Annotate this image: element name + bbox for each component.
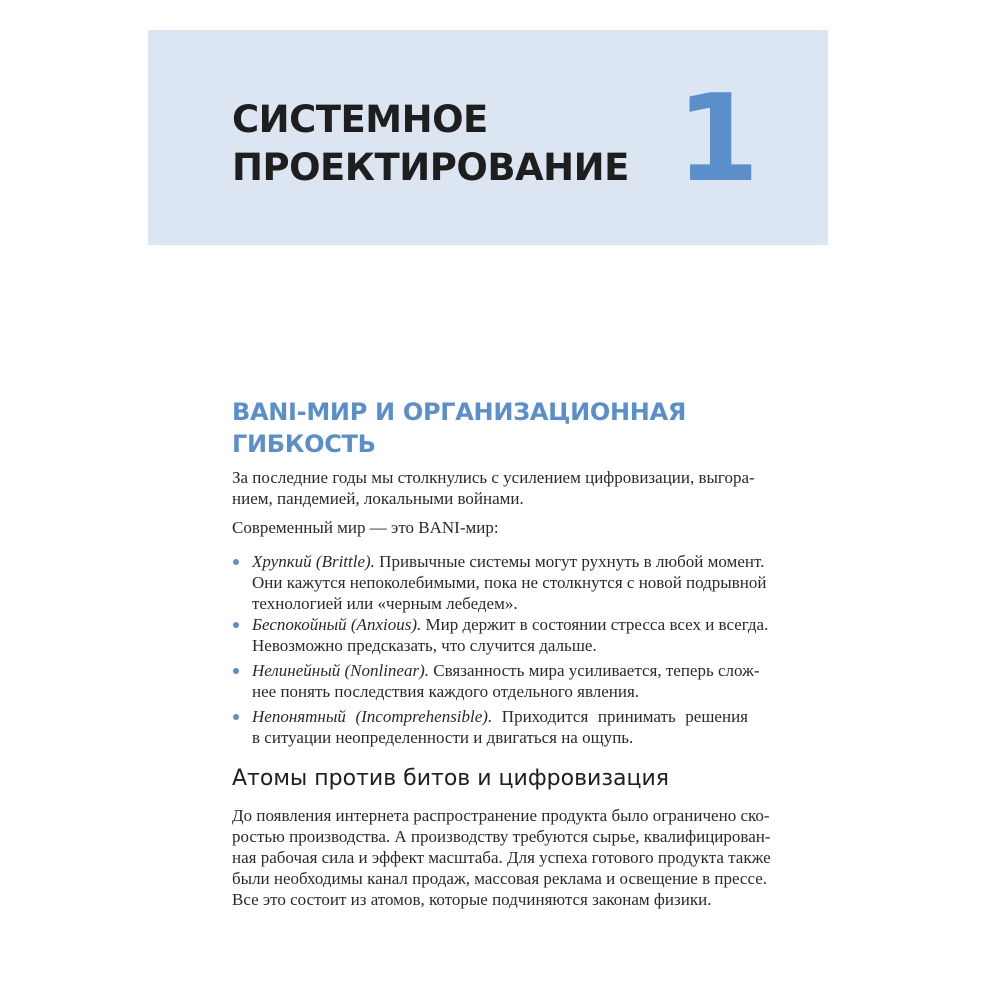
text-line: Они кажутся непоколебимыми, пока не столкнутся с новой подрывной (252, 573, 767, 592)
bullet-icon (233, 622, 239, 628)
body-paragraph (232, 805, 771, 910)
text-line: ная рабочая сила и эффект масштаба. Для успеха готового продукта также (232, 848, 771, 867)
text-line: были необходимы канал продаж, массовая реклама и освещение в прессе. (232, 869, 768, 888)
bullet-term: Беспокойный (Anxious). (252, 615, 422, 634)
subsection-heading: Атомы против битов и цифровизация (232, 766, 670, 791)
section-heading-line: ГИБКОСТЬ (232, 430, 376, 458)
lead-paragraph (232, 517, 748, 538)
list-item (232, 660, 760, 702)
text-line: Связанность мира усиливается, теперь слож- (429, 661, 760, 680)
list-item (232, 614, 769, 656)
intro-paragraph (232, 467, 755, 509)
section-heading (232, 396, 686, 460)
list-item (232, 706, 748, 748)
text-line: нее понять последствия каждого отдельного явления. (252, 682, 640, 701)
text-line: Все это состоит из атомов, которые подчиняются законам физики. (232, 890, 712, 909)
chapter-header-band (148, 30, 828, 245)
bullet-icon (233, 559, 239, 565)
text-line: Привычные системы могут рухнуть в любой момент. (374, 552, 765, 571)
list-item (232, 551, 767, 614)
text-line: За последние годы мы столкнулись с усилением цифровизации, выгора- (232, 468, 755, 487)
bullet-term: Непонятный (Incomprehensible). (252, 707, 493, 726)
chapter-title-line: ПРОЕКТИРОВАНИЕ (232, 146, 629, 189)
text-line: ростью производства. А производству требуются сырье, квалифицирован- (232, 827, 771, 846)
text-line: технологией или «черным лебедем». (252, 594, 518, 613)
chapter-title (232, 96, 629, 192)
bullet-icon (233, 668, 239, 674)
bullet-icon (233, 714, 239, 720)
text-line: Мир держит в состоянии стресса всех и всегда. (421, 615, 769, 634)
text-line: в ситуации неопределенности и двигаться на ощупь. (252, 728, 634, 747)
text-line: До появления интернета распространение продукта было ограничено ско- (232, 806, 770, 825)
bullet-term: Хрупкий (Brittle). (252, 552, 375, 571)
text-line: Современный мир — это BANI-мир: (232, 518, 499, 537)
chapter-number: 1 (676, 70, 760, 209)
text-line: Невозможно предсказать, что случится дальше. (252, 636, 597, 655)
section-heading-line: BANI-МИР И ОРГАНИЗАЦИОННАЯ (232, 398, 687, 426)
bullet-term: Нелинейный (Nonlinear). (252, 661, 430, 680)
text-line: нием, пандемией, локальными войнами. (232, 489, 524, 508)
chapter-title-line: СИСТЕМНОЕ (232, 98, 488, 141)
text-line: Приходится принимать решения (492, 707, 748, 726)
